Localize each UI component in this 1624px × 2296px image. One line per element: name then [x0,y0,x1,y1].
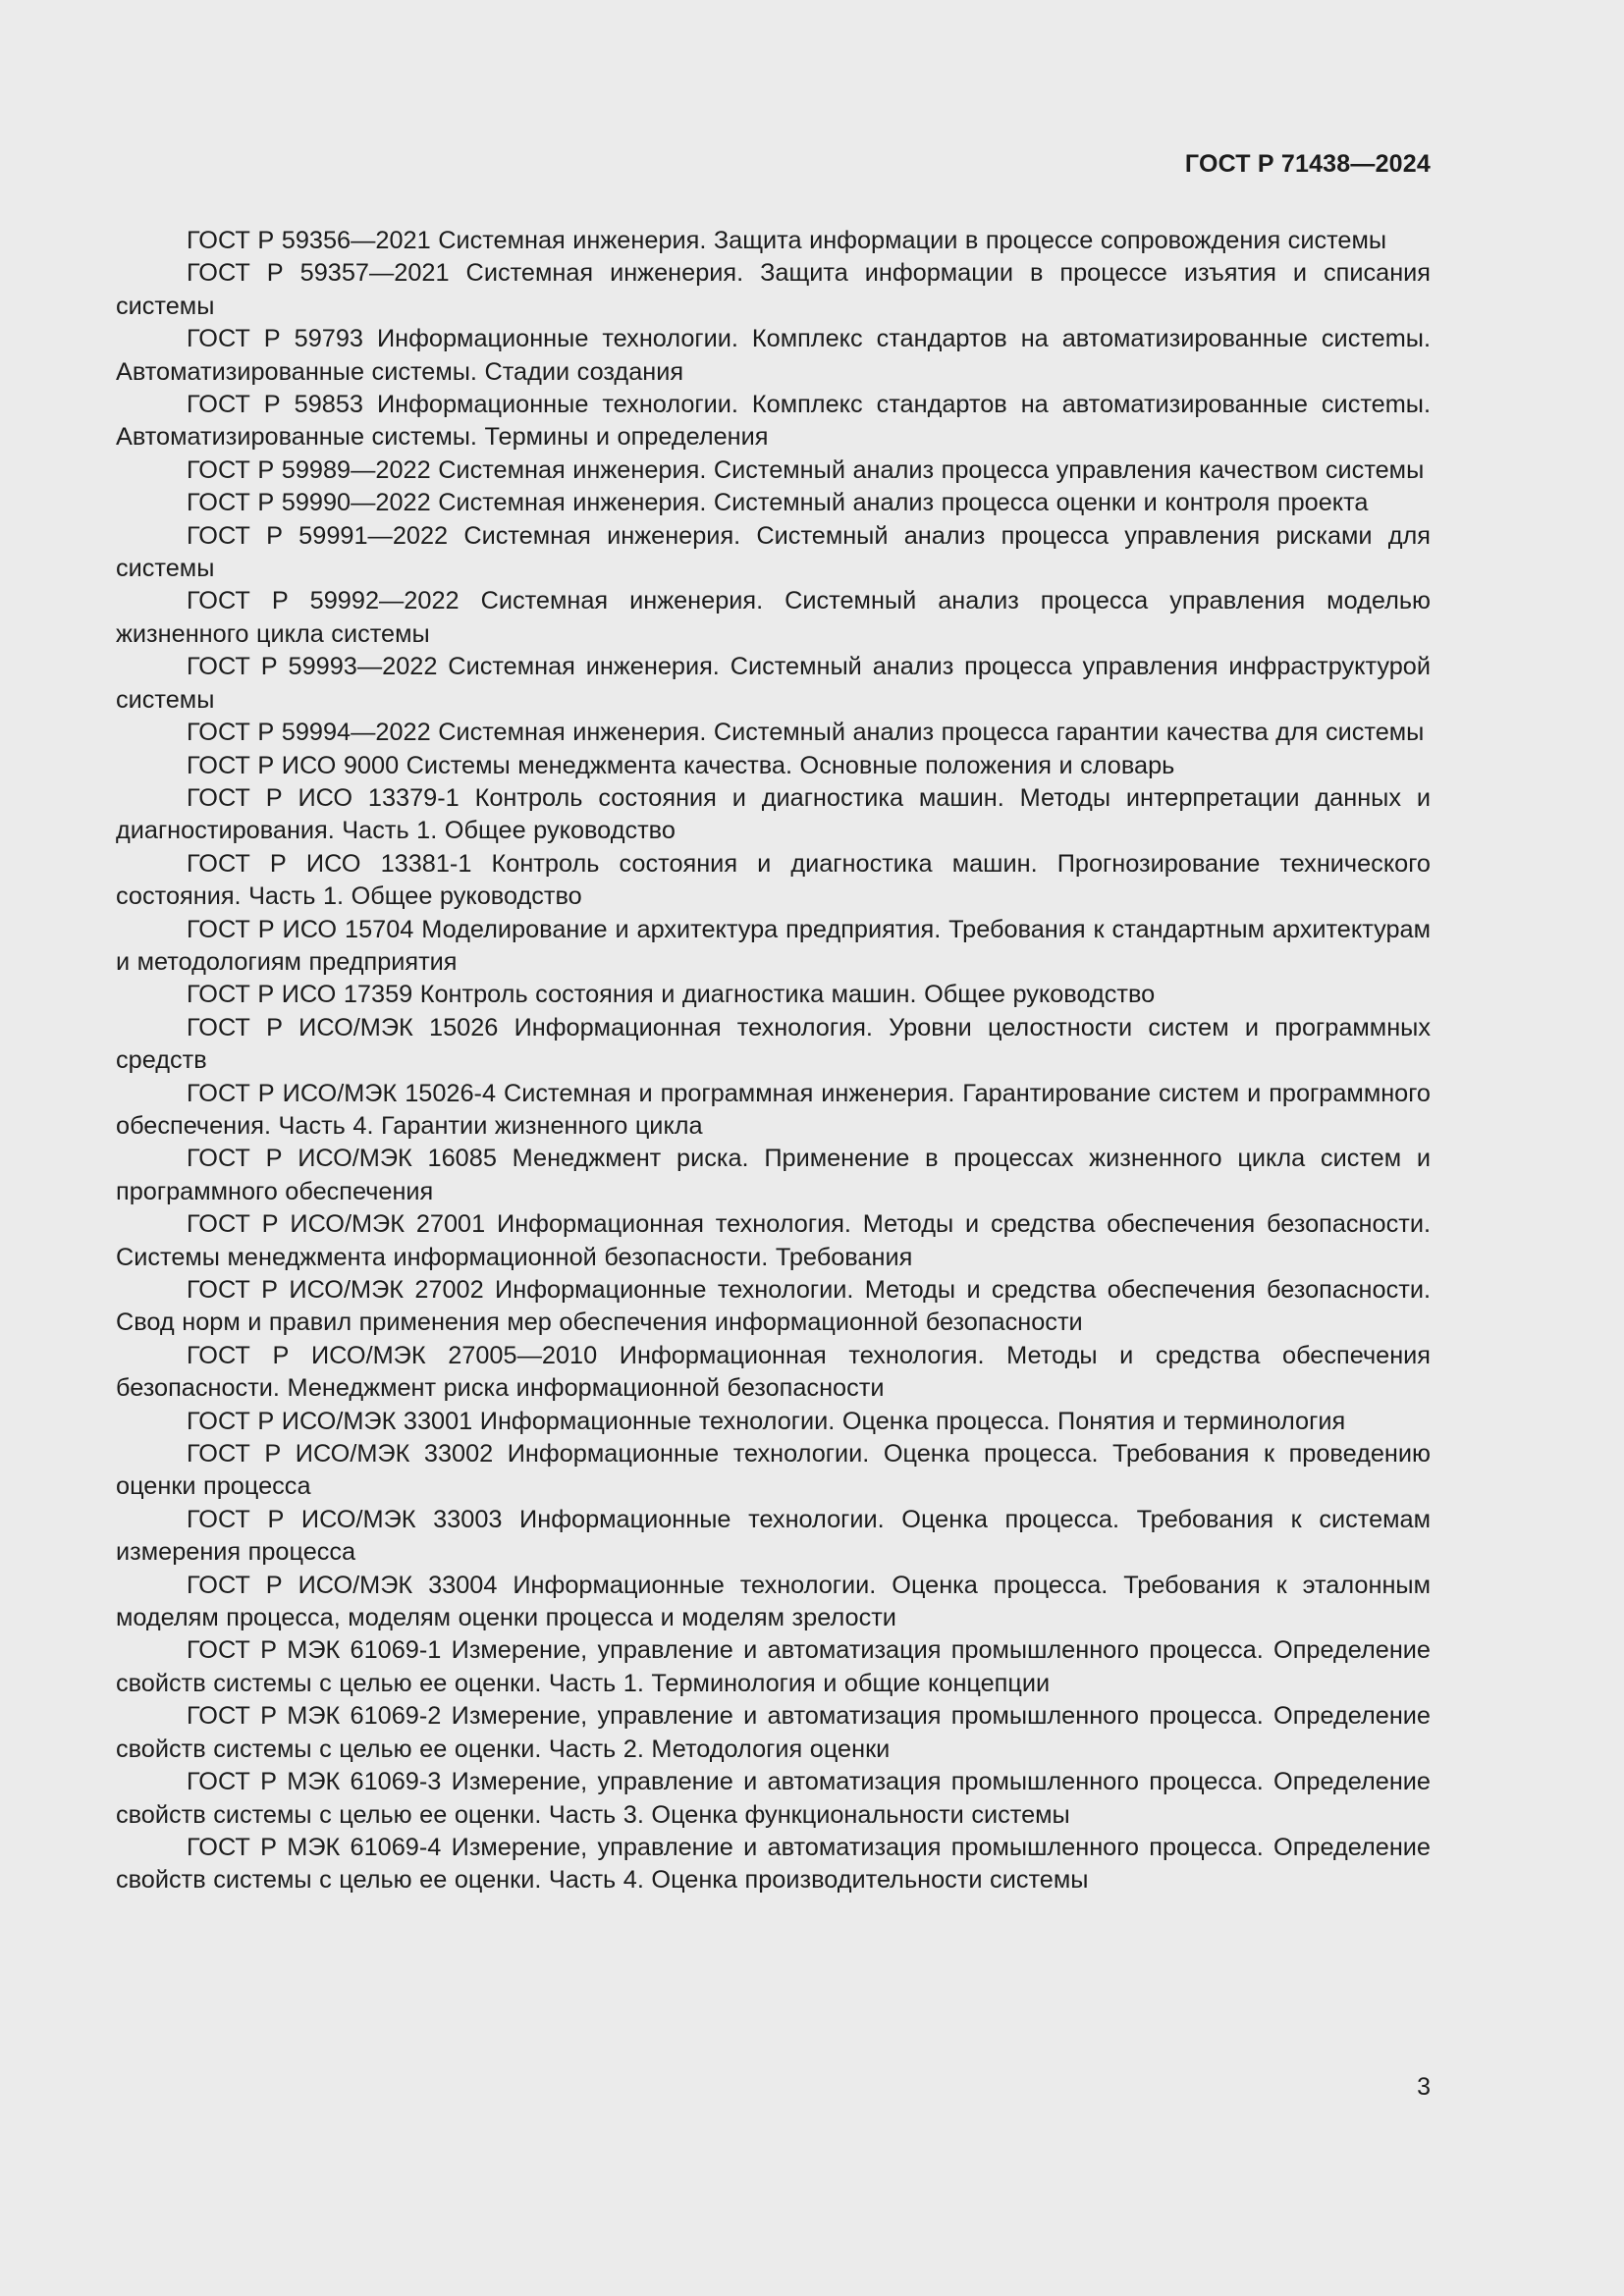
reference-item: ГОСТ Р ИСО/МЭК 15026 Информационная технология. Уровни целостности систем и программных средств [116,1013,1431,1075]
reference-item: ГОСТ Р 59990—2022 Системная инженерия. Системный анализ процесса оценки и контроля проекта [187,489,1369,517]
reference-item: ГОСТ Р 59992—2022 Системная инженерия. Системный анализ процесса управления моделью жизненного цикла системы [116,587,1431,648]
reference-item: ГОСТ Р МЭК 61069-3 Измерение, управление и автоматизация промышленного процесса. Определение свойств системы с целью ее оценки. Часть 3. Оценка функциональности системы [116,1768,1431,1829]
reference-item: ГОСТ Р ИСО 17359 Контроль состояния и диагностика машин. Общее руководство [187,981,1156,1009]
reference-item: ГОСТ Р МЭК 61069-2 Измерение, управление и автоматизация промышленного процесса. Определение свойств системы с целью ее оценки. Часть 2. Методология оценки [116,1702,1431,1763]
reference-item: ГОСТ Р 59356—2021 Системная инженерия. Защита информации в процессе сопровождения системы [187,227,1387,254]
reference-item: ГОСТ Р ИСО/МЭК 33004 Информационные технологии. Оценка процесса. Требования к эталонным моделям процесса, моделям оценки процесса и моделям зрелости [116,1571,1431,1632]
reference-item: ГОСТ Р ИСО/МЭК 16085 Менеджмент риска. Применение в процессах жизненного цикла систем и программного обеспечения [116,1145,1431,1205]
reference-item: ГОСТ Р 59853 Информационные технологии. Комплекс стандартов на автоматизированные систеmы. Автоматизированные системы. Термины и определения [116,391,1431,452]
reference-item: ГОСТ Р 59793 Информационные технологии. Комплекс стандартов на автоматизированные систеmы. Автоматизированные системы. Стадии создания [116,325,1431,386]
reference-item: ГОСТ Р ИСО 9000 Системы менеджмента качества. Основные положения и словарь [187,751,1175,779]
reference-item: ГОСТ Р ИСО 13379-1 Контроль состояния и диагностика машин. Методы интерпретации данных и диагностирования. Часть 1. Общее руководство [116,783,1431,845]
reference-item: ГОСТ Р ИСО/МЭК 33001 Информационные технологии. Оценка процесса. Понятия и терминология [187,1407,1346,1435]
normative-references-list [116,225,1431,1897]
page-number: 3 [1417,2073,1431,2101]
reference-item: ГОСТ Р ИСО/МЭК 15026-4 Системная и программная инженерия. Гарантирование систем и программного обеспечения. Часть 4. Гарантии жизненного цикла [116,1079,1431,1140]
reference-item: ГОСТ Р ИСО 13381-1 Контроль состояния и диагностика машин. Прогнозирование технического состояния. Часть 1. Общее руководство [116,849,1431,911]
reference-item: ГОСТ Р ИСО/МЭК 27001 Информационная технология. Методы и средства обеспечения безопасности. Системы менеджмента информационной безопасности. Требования [116,1210,1431,1271]
reference-item: ГОСТ Р 59991—2022 Системная инженерия. Системный анализ процесса управления рисками для системы [116,521,1431,583]
reference-item: ГОСТ Р ИСО/МЭК 33002 Информационные технологии. Оценка процесса. Требования к проведению оценки процесса [116,1440,1431,1501]
reference-item: ГОСТ Р 59994—2022 Системная инженерия. Системный анализ процесса гарантии качества для системы [187,719,1425,747]
document-header-id: ГОСТ Р 71438—2024 [1184,150,1431,178]
reference-item: ГОСТ Р ИСО/МЭК 27005—2010 Информационная технология. Методы и средства обеспечения безопасности. Менеджмент риска информационной безопасности [116,1341,1431,1403]
reference-item: ГОСТ Р ИСО 15704 Моделирование и архитектура предприятия. Требования к стандартным архитектурам и методологиям предприятия [116,915,1431,976]
reference-item: ГОСТ Р 59993—2022 Системная инженерия. Системный анализ процесса управления инфраструктурой системы [116,653,1431,714]
reference-item: ГОСТ Р 59357—2021 Системная инженерия. Защита информации в процессе изъятия и списания системы [116,259,1431,320]
reference-item: ГОСТ Р 59989—2022 Системная инженерия. Системный анализ процесса управления качеством системы [187,455,1425,484]
reference-item: ГОСТ Р ИСО/МЭК 33003 Информационные технологии. Оценка процесса. Требования к системам измерения процесса [116,1505,1431,1567]
reference-item: ГОСТ Р МЭК 61069-1 Измерение, управление и автоматизация промышленного процесса. Определение свойств системы с целью ее оценки. Часть 1. Терминология и общие концепции [116,1636,1431,1697]
reference-item: ГОСТ Р МЭК 61069-4 Измерение, управление и автоматизация промышленного процесса. Определение свойств системы с целью ее оценки. Часть 4. Оценка производительности системы [116,1833,1431,1895]
reference-item: ГОСТ Р ИСО/МЭК 27002 Информационные технологии. Методы и средства обеспечения безопасности. Свод норм и правил применения мер обеспечения информационной безопасности [116,1276,1431,1337]
